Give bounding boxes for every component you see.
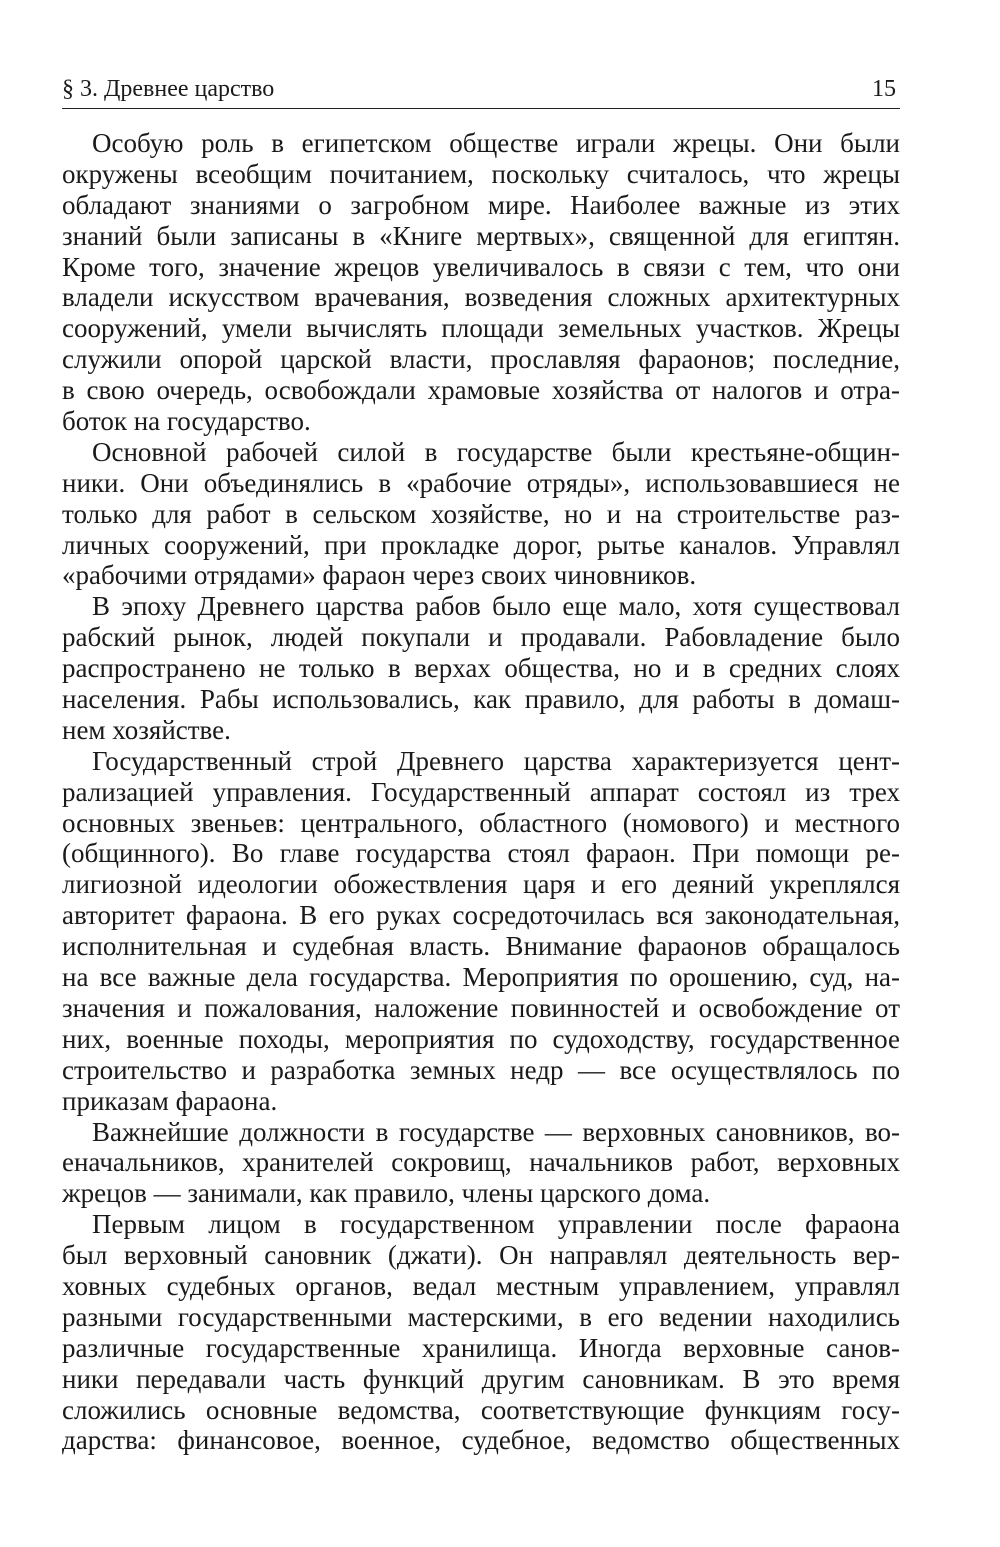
text-line: служили опорой царской власти, прославляя фараонов; последние, (62, 344, 900, 375)
text-line: обладают знаниями о загробном мире. Наиболее важные из этих (62, 189, 900, 220)
text-line: В эпоху Древнего царства рабов было еще мало, хотя существовал (92, 591, 900, 622)
text-line: Особую роль в египетском обществе играли жрецы. Они были (92, 128, 900, 158)
text-line: знаний были записаны в «Книге мертвых», священной для египтян. (62, 220, 900, 251)
text-line: ховных судебных органов, ведал местным управлением, управлял (62, 1270, 900, 1301)
text-line: личных сооружений, при прокладке дорог, рытье каналов. Управлял (62, 529, 900, 560)
text-line: разными государственными мастерскими, в его ведении находились (62, 1301, 900, 1332)
paragraph (62, 591, 900, 745)
text-line: (общинного). Во главе государства стоял фараон. При помощи ре- (62, 838, 900, 869)
text-line: ники. Они объединялись в «рабочие отряды», использовавшиеся не (62, 467, 900, 498)
text-line: жрецов — занимали, как правило, члены царского дома. (62, 1178, 711, 1209)
text-line: сооружений, умели вычислять площади земельных участков. Жрецы (62, 313, 900, 344)
text-line: строительство и разработка земных недр — все осуществлялось по (62, 1054, 900, 1085)
page-number: 15 (872, 76, 896, 102)
text-line: нем хозяйстве. (62, 714, 231, 745)
text-line: различные государственные хранилища. Иногда верховные санов- (62, 1332, 900, 1363)
running-header (62, 74, 900, 109)
text-line: окружены всеобщим почитанием, поскольку считалось, что жрецы (62, 158, 900, 189)
text-line: Первым лицом в государственном управлении после фараона (92, 1209, 900, 1240)
text-line: в свою очередь, освобождали храмовые хозяйства от налогов и отра- (62, 375, 900, 406)
text-line: сложились основные ведомства, соответствующие функциям госу- (62, 1394, 900, 1425)
text-line: только для работ в сельском хозяйстве, но и на строительстве раз- (62, 498, 900, 529)
body-text (62, 128, 900, 1456)
section-title: § 3. Древнее царство (62, 76, 275, 102)
paragraph (62, 1117, 900, 1210)
text-line: Основной рабочей силой в государстве были крестьяне-общин- (92, 436, 900, 467)
text-line: рабский рынок, людей покупали и продавали. Рабовладение было (62, 622, 900, 653)
paragraph (62, 746, 900, 1117)
text-line: Кроме того, значение жрецов увеличивалось в связи с тем, что они (62, 251, 900, 282)
paragraph (62, 128, 900, 437)
text-line: был верховный сановник (джати). Он направлял деятельность вер- (62, 1240, 900, 1271)
text-line: «рабочими отрядами» фараон через своих чиновников. (62, 560, 697, 591)
text-line: основных звеньев: центрального, областного (номового) и местного (62, 807, 900, 838)
paragraph (62, 1209, 900, 1456)
text-line: приказам фараона. (62, 1085, 278, 1116)
text-line: Государственный строй Древнего царства характеризуется цент- (92, 745, 900, 776)
text-line: еначальников, хранителей сокровищ, начальников работ, верховных (62, 1147, 900, 1178)
text-line: ники передавали часть функций другим сановникам. В это время (62, 1363, 900, 1394)
text-line: владели искусством врачевания, возведения сложных архитектурных (62, 282, 900, 313)
text-line: значения и пожалования, наложение повинностей и освобождение от (62, 992, 900, 1023)
text-line: лигиозной идеологии обожествления царя и его деяний укреплялся (62, 869, 900, 900)
text-line: них, военные походы, мероприятия по судоходству, государственное (62, 1023, 900, 1054)
text-line: распространено не только в верхах общества, но и в средних слоях (62, 653, 900, 684)
text-line: дарства: финансовое, военное, судебное, ведомство общественных (62, 1425, 900, 1456)
text-line: на все важные дела государства. Мероприятия по орошению, суд, на- (62, 962, 900, 993)
text-line: исполнительная и судебная власть. Внимание фараонов обращалось (62, 931, 900, 962)
text-line: авторитет фараона. В его руках сосредоточилась вся законодательная, (62, 900, 900, 931)
text-line: рализацией управления. Государственный аппарат состоял из трех (62, 776, 900, 807)
paragraph (62, 437, 900, 591)
text-line: боток на государство. (62, 406, 311, 437)
text-line: населения. Рабы использовались, как правило, для работы в домаш- (62, 684, 900, 715)
text-line: Важнейшие должности в государстве — верховных сановников, во- (92, 1116, 900, 1147)
